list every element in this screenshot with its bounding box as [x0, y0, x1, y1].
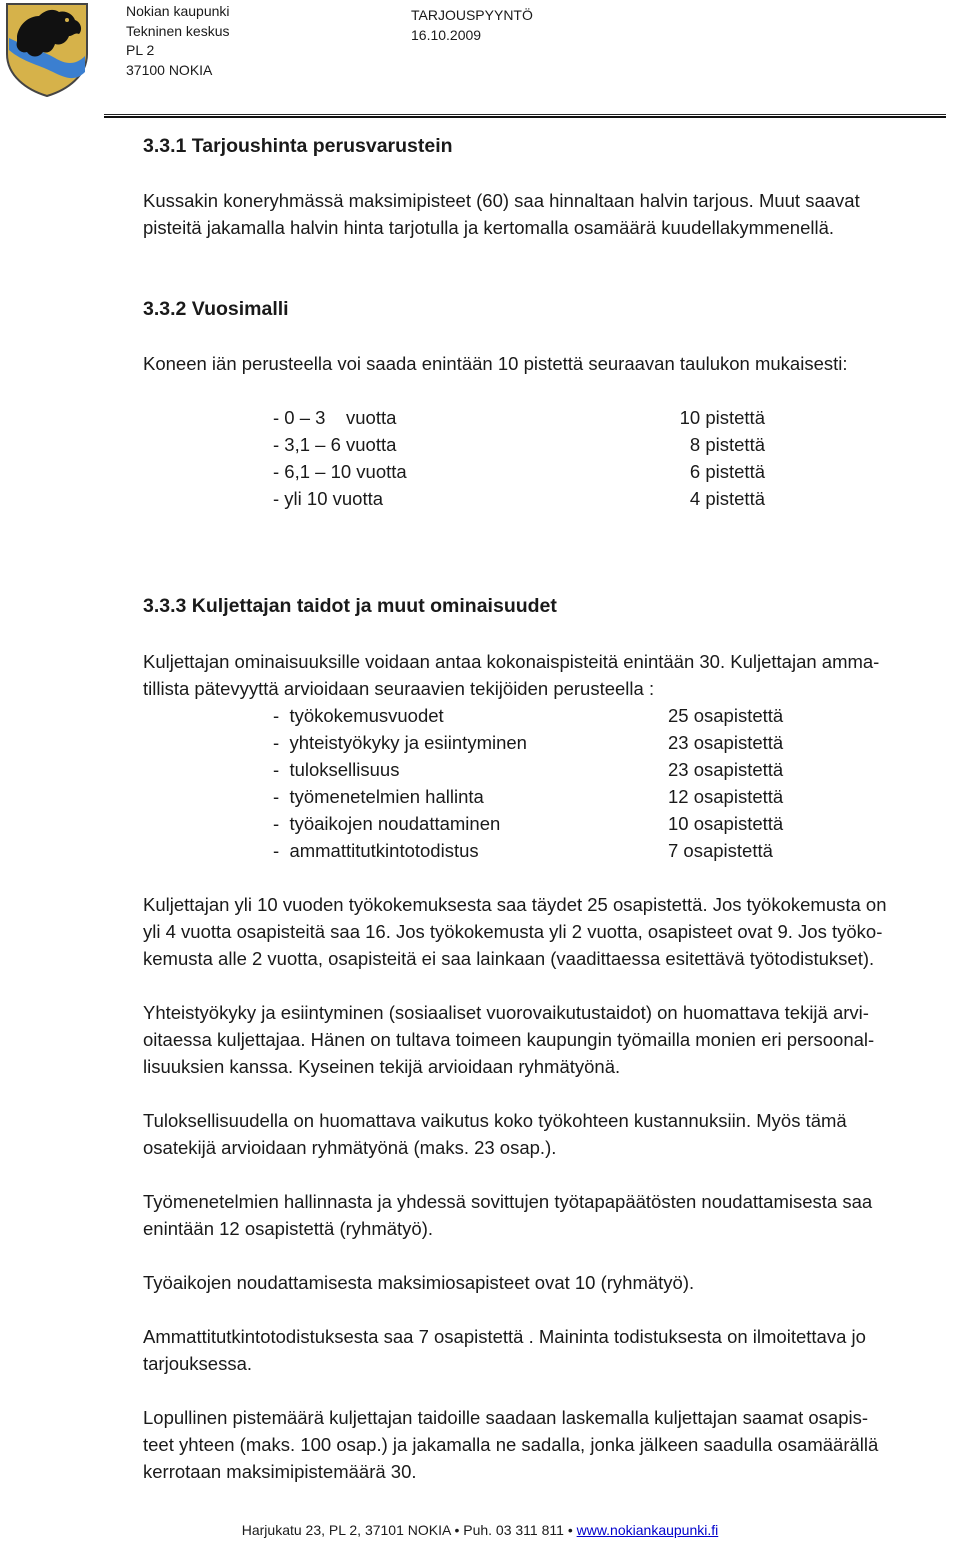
text-line: kemusta alle 2 vuotta, osapisteitä ei saa lainkaan (vaadittaessa esitettävä työtodistukset).: [143, 948, 875, 969]
text-line: Kussakin koneryhmässä maksimipisteet (60) saa hinnaltaan halvin tarjous. Muut saavat: [143, 190, 860, 211]
section-heading-3-3-2: 3.3.2 Vuosimalli: [143, 298, 289, 320]
text-line: enintään 12 osapistettä (ryhmätyö).: [143, 1218, 433, 1239]
section-heading-3-3-1: 3.3.1 Tarjoushinta perusvarustein: [143, 135, 453, 157]
criteria-value: 25 osapistettä: [668, 705, 784, 726]
section-heading-3-3-3: 3.3.3 Kuljettajan taidot ja muut ominaisuudet: [143, 595, 557, 617]
org-line: Nokian kaupunki: [126, 3, 230, 19]
org-line: PL 2: [126, 42, 155, 58]
paragraph-work-experience: [143, 891, 887, 972]
text-line: Työmenetelmien hallinnasta ja yhdessä sovittujen työtapapäätösten noudattamisesta saa: [143, 1191, 873, 1212]
organization-address: [126, 2, 230, 80]
criteria-label: - työaikojen noudattaminen: [273, 813, 501, 834]
age-row-value: 10 pistettä: [679, 407, 765, 428]
age-row-value: 6 pistettä: [689, 461, 765, 482]
criteria-label: - yhteistyökyky ja esiintyminen: [273, 732, 527, 753]
criteria-label: - työkokemusvuodet: [273, 705, 444, 726]
criteria-label: - työmenetelmien hallinta: [273, 786, 484, 807]
section-3-3-3-intro: [143, 648, 879, 702]
text-line: tillista pätevyyttä arvioidaan seuraavien tekijöiden perusteella :: [143, 678, 655, 699]
org-line: Tekninen keskus: [126, 22, 230, 39]
criteria-value: 10 osapistettä: [668, 813, 784, 834]
document-type: TARJOUSPYYNTÖ: [411, 7, 533, 23]
text-line: osatekijä arvioidaan ryhmätyönä (maks. 23 osap.).: [143, 1137, 557, 1158]
text-line: Kuljettajan yli 10 vuoden työkokemuksesta saa täydet 25 osapistettä. Jos työkokemusta on: [143, 894, 887, 915]
age-row-label: - 6,1 – 10 vuotta: [273, 461, 407, 482]
text-line: Lopullinen pistemäärä kuljettajan taidoille saadaan laskemalla kuljettajan saamat osapis-: [143, 1407, 869, 1428]
text-line: Yhteistyökyky ja esiintyminen (sosiaaliset vuorovaikutustaidot) on huomattava tekijä arvi-: [143, 1002, 869, 1023]
criteria-value: 23 osapistettä: [668, 759, 784, 780]
criteria-label: - tuloksellisuus: [273, 759, 400, 780]
paragraph-certificate: [143, 1323, 866, 1377]
text-line: tarjouksessa.: [143, 1353, 252, 1374]
paragraph-final-score: [143, 1404, 878, 1485]
header-divider: [104, 114, 946, 115]
paragraph-productivity: [143, 1107, 847, 1161]
bear-coat-of-arms-icon: [3, 2, 91, 98]
age-row-label: - 3,1 – 6 vuotta: [273, 434, 397, 455]
criteria-value: 7 osapistettä: [668, 840, 773, 861]
footer-contact: Harjukatu 23, PL 2, 37101 NOKIA • Puh. 03 311 811 •: [241, 1522, 577, 1538]
criteria-value: 12 osapistettä: [668, 786, 784, 807]
text-line: Työaikojen noudattamisesta maksimiosapisteet ovat 10 (ryhmätyö).: [143, 1272, 695, 1293]
criteria-value: 23 osapistettä: [668, 732, 784, 753]
paragraph-working-hours: [143, 1269, 694, 1296]
age-row-label: - 0 – 3 vuotta: [273, 407, 397, 428]
paragraph-cooperation: [143, 999, 874, 1080]
text-line: teet yhteen (maks. 100 osap.) ja jakamalla ne sadalla, jonka jälkeen saadulla osamäärällä: [143, 1434, 879, 1455]
text-line: Ammattitutkintotodistuksesta saa 7 osapistettä . Maininta todistuksesta on ilmoitettava jo: [143, 1326, 866, 1347]
text-line: yli 4 vuotta osapisteitä saa 16. Jos työkokemusta yli 2 vuotta, osapisteet ovat 9. Jos työko-: [143, 921, 883, 942]
text-line: Kuljettajan ominaisuuksille voidaan antaa kokonaispisteitä enintään 30. Kuljettajan amma-: [143, 651, 880, 672]
age-row-label: - yli 10 vuotta: [273, 488, 384, 509]
paragraph-work-methods: [143, 1188, 872, 1242]
org-line: 37100 NOKIA: [126, 61, 213, 78]
document-meta: [411, 6, 533, 45]
header-divider-thick: [104, 116, 946, 118]
document-date: 16.10.2009: [411, 26, 482, 43]
text-line: Tuloksellisuudella on huomattava vaikutus koko työkohteen kustannuksiin. Myös tämä: [143, 1110, 847, 1131]
footer-website-link[interactable]: www.nokiankaupunki.fi: [576, 1522, 719, 1538]
criteria-label: - ammattitutkintotodistus: [273, 840, 479, 861]
text-line: lisuuksien kanssa. Kyseinen tekijä arvioidaan ryhmätyönä.: [143, 1056, 621, 1077]
text-line: kerrotaan maksimipistemäärä 30.: [143, 1461, 417, 1482]
age-row-value: 4 pistettä: [689, 488, 765, 509]
section-3-3-2-intro: Koneen iän perusteella voi saada enintään 10 pistettä seuraavan taulukon mukaisesti:: [143, 353, 848, 374]
section-3-3-1-text: [143, 187, 860, 241]
text-line: oitaessa kuljettajaa. Hänen on tultava toimeen kaupungin työmailla monien eri persoonal-: [143, 1029, 875, 1050]
age-row-value: 8 pistettä: [689, 434, 765, 455]
page-footer: [0, 1522, 960, 1538]
text-line: pisteitä jakamalla halvin hinta tarjotulla ja kertomalla osamäärä kuudellakymmenellä.: [143, 217, 835, 238]
